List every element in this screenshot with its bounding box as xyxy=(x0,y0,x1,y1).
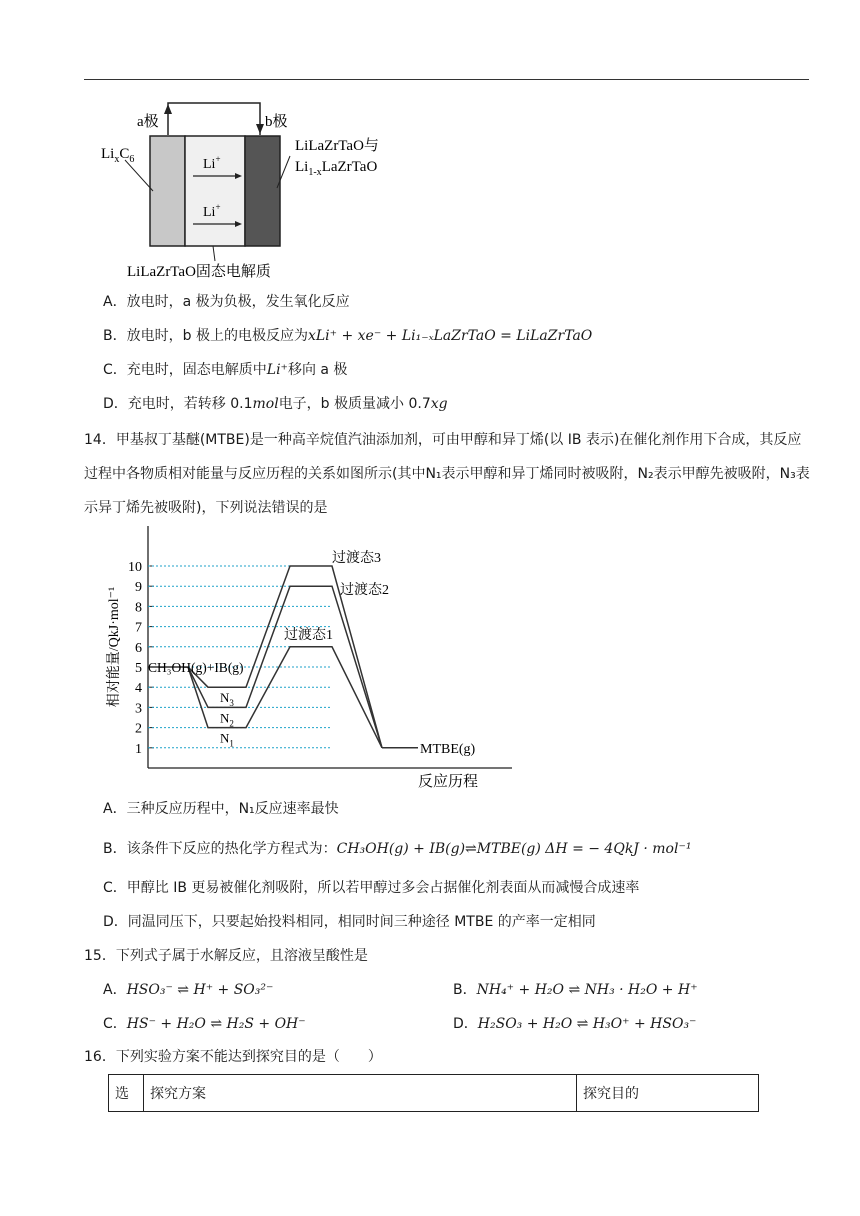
q16-table xyxy=(108,1074,759,1112)
y-tick-label: 7 xyxy=(135,620,142,636)
q16-stem: 16．下列实验方案不能达到探究目的是（ ） xyxy=(84,1049,382,1065)
x-axis-label: 反应历程 xyxy=(418,774,479,790)
left-material-label: $Li_xC_6$ xyxy=(101,146,135,165)
q13-option-c: C．充电时，固态电解质中Li⁺移向 a 极 xyxy=(103,362,348,378)
ion-label-bottom: Li+ xyxy=(203,202,221,220)
electrolyte-label: LiLaZrTaO固态电解质 xyxy=(127,264,271,280)
q13-option-b: B．放电时，b 极上的电极反应为xLi⁺ + xe⁻ + Li₁₋ₓLaZrTaO = LiLaZrTaO xyxy=(103,328,593,344)
y-tick-label: 10 xyxy=(128,560,142,575)
q15-option-b: B．NH₄⁺ + H₂O ⇌ NH₃ · H₂O + H⁺ xyxy=(453,982,698,998)
q14-option-d: D．同温同压下，只要起始投料相同，相同时间三种途径 MTBE 的产率一定相同 xyxy=(103,914,596,930)
table-header-cell: 探究方案 xyxy=(144,1075,577,1112)
transition-state-label: 过渡态1 xyxy=(284,627,333,643)
q15-stem: 15．下列式子属于水解反应，且溶液呈酸性是 xyxy=(84,948,368,964)
energy-chart xyxy=(100,522,520,792)
q15-option-d: D．H₂SO₃ + H₂O ⇌ H₃O⁺ + HSO₃⁻ xyxy=(453,1016,697,1032)
y-tick-label: 4 xyxy=(135,681,142,697)
q14-option-c: C．甲醇比 IB 更易被催化剂吸附，所以若甲醇过多会占据催化剂表面从而减慢合成速率 xyxy=(103,880,640,896)
q15-option-c: C．HS⁻ + H₂O ⇌ H₂S + OH⁻ xyxy=(103,1016,306,1032)
q15-option-a: A．HSO₃⁻ ⇌ H⁺ + SO₃²⁻ xyxy=(103,982,274,998)
right-material-label-1: LiLaZrTaO与 xyxy=(295,138,379,154)
y-tick-label: 3 xyxy=(135,701,142,717)
y-tick-label: 2 xyxy=(135,721,142,737)
product-label: MTBE(g) xyxy=(420,741,476,757)
q14-option-a: A．三种反应历程中，N₁反应速率最快 xyxy=(103,801,339,817)
reactant-label: CH₃OH(g)+IB(g) xyxy=(148,660,244,675)
cathode-label: b极 xyxy=(265,114,288,130)
y-tick-label: 8 xyxy=(135,600,142,616)
y-tick-label: 1 xyxy=(135,741,142,757)
header-rule xyxy=(84,79,809,80)
transition-state-label: 过渡态2 xyxy=(340,583,389,599)
y-tick-label: 5 xyxy=(135,661,142,676)
table-header-cell: 选 xyxy=(109,1075,144,1112)
intermediate-label: $N_2$ xyxy=(220,710,234,729)
q14-option-b: B．该条件下反应的热化学方程式为：CH₃OH(g) + IB(g)⇌MTBE(g) ΔH = − 4QkJ · mol⁻¹ xyxy=(103,841,692,857)
table-header-row xyxy=(109,1075,759,1112)
right-material-label-2: $Li_{1-x}LaZrTaO$ xyxy=(295,159,378,178)
y-tick-label: 9 xyxy=(135,580,142,596)
y-tick-label: 6 xyxy=(135,640,142,656)
intermediate-label: $N_3$ xyxy=(220,690,234,709)
q13-option-d: D．充电时，若转移 0.1mol电子，b 极质量减小 0.7xg xyxy=(103,396,448,412)
intermediate-label: $N_1$ xyxy=(220,730,234,749)
transition-state-label: 过渡态3 xyxy=(332,551,381,566)
ion-label-top: Li+ xyxy=(203,154,221,172)
q14-stem: 14．甲基叔丁基醚(MTBE)是一种高辛烷值汽油添加剂，可由甲醇和异丁烯(以 IB 表示)在催化剂作用下合成，其反应过程中各物质相对能量与反应历程的关系如图所示(其中N₁表示甲醇和异丁烯同时被吸附，N₂表示甲醇先被吸附，N₃表示异丁烯先被吸附)，下列说法错误的是 xyxy=(84,432,810,516)
battery-diagram xyxy=(95,98,415,283)
q13-option-a: A．放电时，a 极为负极，发生氧化反应 xyxy=(103,294,350,310)
anode-label: a极 xyxy=(137,114,159,130)
table-header-cell: 探究目的 xyxy=(577,1075,759,1112)
y-axis-label: 相对能量/QkJ·mol⁻¹ xyxy=(107,586,122,708)
